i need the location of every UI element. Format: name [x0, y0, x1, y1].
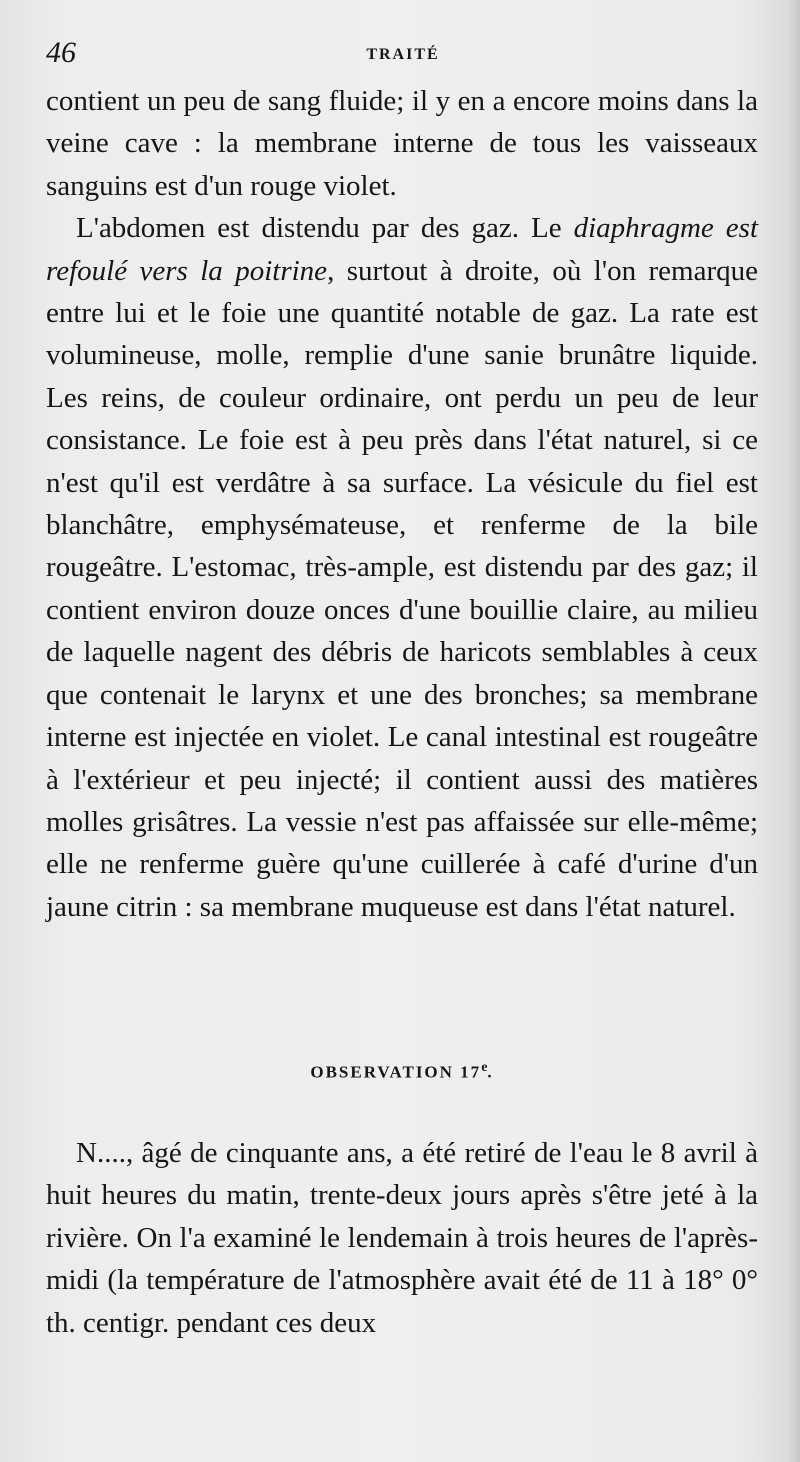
- paragraph-abdomen-rest: , surtout à droite, où l'on remarque entre lui et le foie une quantité notable de gaz. La rate est volumineuse, molle, remplie d'une sanie brunâtre liquide. Les reins, de couleur ordinaire, ont perdu un peu de leur consistance. Le foie est à peu près dans l'état naturel, si ce n'est qu'il est verdâtre à sa surface. La vésicule du fiel est blanchâtre, emphysémateuse, et renferme de la bile rougeâtre. L'estomac, très-ample, est distendu par des gaz; il contient environ douze onces d'une bouillie claire, au milieu de laquelle nagent des débris de haricots semblables à ceux que contenait le larynx et une des bronches; sa membrane interne est injectée en violet. Le canal intestinal est rougeâtre à l'extérieur et peu injecté; il contient aussi des matières molles grisâtres. La vessie n'est pas affaissée sur elle-même; elle ne renferme guère qu'une cuillerée à café d'urine d'un jaune citrin : sa membrane muqueuse est dans l'état naturel.: [46, 254, 758, 923]
- paragraph-continuation: contient un peu de sang fluide; il y en a encore moins dans la veine cave : la membrane interne de tous les vaisseaux sanguins est d'un rouge violet.: [46, 85, 758, 202]
- main-text: [46, 80, 758, 928]
- paragraph-abdomen-italic: diaphragme est refoulé vers la poitrine: [46, 212, 758, 287]
- observation-heading-text: OBSERVATION 17: [310, 1062, 482, 1082]
- observation-heading-superscript: e: [481, 1060, 488, 1075]
- paragraph-abdomen-start: L'abdomen est distendu par des gaz. Le: [76, 212, 574, 245]
- observation-heading-period: .: [487, 1062, 494, 1082]
- observation-paragraph: N...., âgé de cinquante ans, a été retiré de l'eau le 8 avril à huit heures du matin, trente-deux jours après s'être jeté à la rivière. On l'a examiné le lendemain à trois heures de l'après-midi (la température de l'atmosphère avait été de 11 à 18° 0° th. centigr. pendant ces deux: [46, 1137, 758, 1339]
- paragraph-abdomen: [46, 207, 758, 928]
- page-edge-shadow: [788, 0, 800, 1462]
- running-title: TRAITÉ: [366, 46, 440, 63]
- observation-heading: [46, 1060, 758, 1083]
- observation-text: [46, 1132, 758, 1344]
- page-header: [46, 32, 760, 72]
- page-number: 46: [46, 36, 76, 69]
